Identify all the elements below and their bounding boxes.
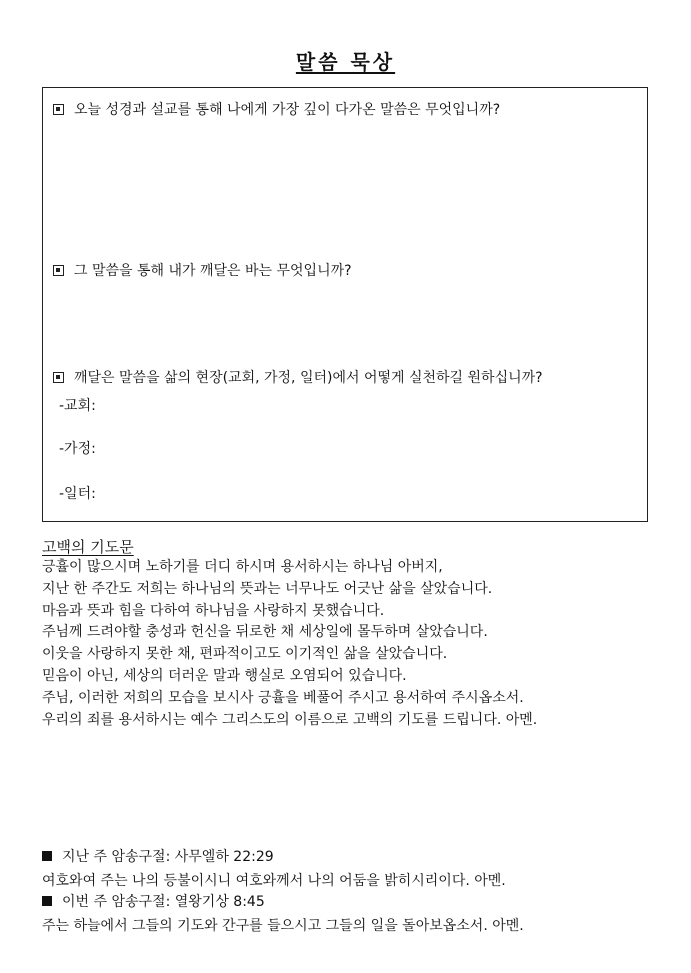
prayer-text: [42, 557, 537, 731]
verse-heading: [42, 846, 506, 866]
answer-label-church: -교회:: [59, 398, 96, 414]
verse-text: 여호와여 주는 나의 등불이시니 여호와께서 나의 어둠을 밝히시리이다. 아멘.: [42, 873, 506, 889]
prayer-title: 고백의 기도문: [42, 538, 134, 556]
prayer-line: 주님, 이러한 저희의 모습을 보시사 긍휼을 베풀어 주시고 용서하여 주시옵소서.: [42, 689, 524, 706]
last-week-verse: [42, 846, 506, 890]
verse-label: 이번 주 암송구절:: [62, 894, 171, 910]
square-bullet-icon: [53, 372, 64, 383]
square-bullet-icon: [53, 104, 64, 115]
question-3: [53, 367, 543, 387]
question-2: [53, 260, 352, 280]
question-text: 깨달은 말씀을 삶의 현장(교회, 가정, 일터)에서 어떻게 실천하길 원하십니까?: [74, 370, 543, 386]
answer-label-work: -일터:: [59, 486, 96, 502]
this-week-verse: [42, 891, 524, 935]
verse-heading: [42, 891, 524, 911]
prayer-line: 지난 한 주간도 저희는 하나님의 뜻과는 너무나도 어긋난 삶을 살았습니다.: [42, 580, 493, 597]
prayer-line: 긍휼이 많으시며 노하기를 더디 하시며 용서하시는 하나님 아버지,: [42, 559, 443, 575]
verse-label: 지난 주 암송구절:: [62, 849, 171, 865]
prayer-line: 주님께 드려야할 충성과 헌신을 뒤로한 채 세상일에 몰두하며 살았습니다.: [42, 624, 488, 641]
square-bullet-icon: [53, 265, 64, 276]
verse-text: 주는 하늘에서 그들의 기도와 간구를 들으시고 그들의 일을 돌아보옵소서. 아멘.: [42, 918, 524, 934]
prayer-line: 믿음이 아닌, 세상의 더러운 말과 행실로 오염되어 있습니다.: [42, 667, 407, 684]
filled-square-icon: [42, 896, 52, 906]
page-title: 말씀 묵상: [295, 50, 396, 74]
verse-reference: 열왕기상 8:45: [174, 894, 265, 910]
prayer-line: 이웃을 사랑하지 못한 채, 편파적이고도 이기적인 삶을 살았습니다.: [42, 646, 448, 663]
prayer-line: 마음과 뜻과 힘을 다하여 하나님을 사랑하지 못했습니다.: [42, 602, 385, 619]
question-text: 오늘 성경과 설교를 통해 나에게 가장 깊이 다가온 말씀은 무엇입니까?: [74, 102, 501, 118]
answer-label-home: -가정:: [59, 441, 96, 457]
prayer-line: 우리의 죄를 용서하시는 예수 그리스도의 이름으로 고백의 기도를 드립니다. 아멘.: [42, 711, 538, 728]
filled-square-icon: [42, 851, 52, 861]
question-1: [53, 99, 500, 119]
verse-reference: 사무엘하 22:29: [174, 849, 274, 865]
question-text: 그 말씀을 통해 내가 깨달은 바는 무엇입니까?: [74, 263, 352, 279]
meditation-box: [42, 87, 648, 522]
